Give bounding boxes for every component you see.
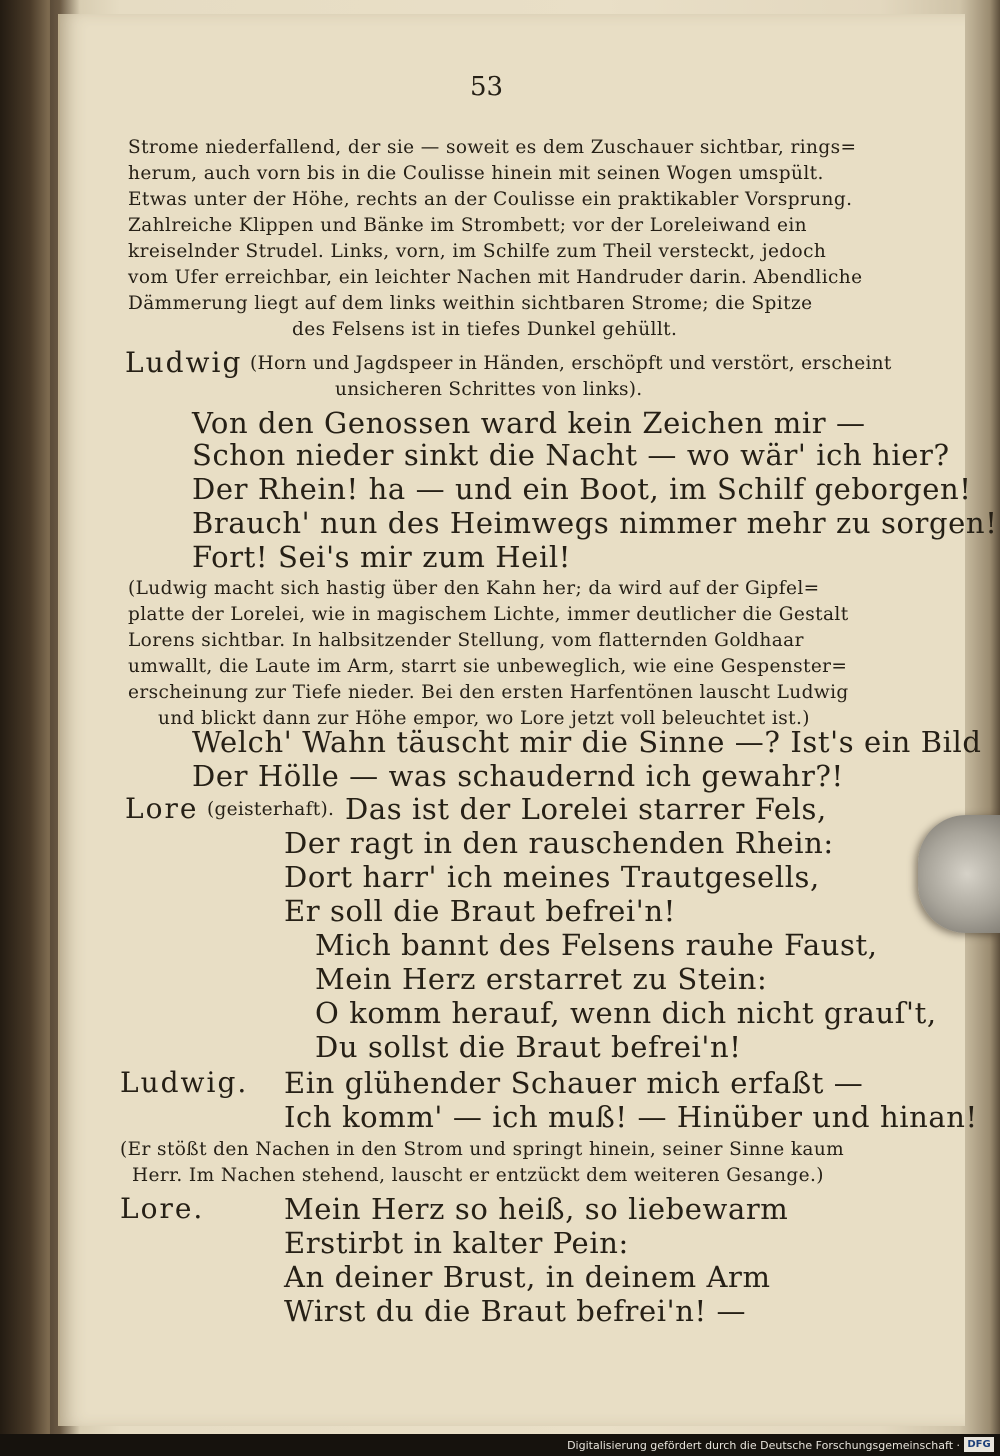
verse-line: Mein Herz erstarret zu Stein: [315, 962, 768, 996]
stage-direction-line: des Felsens ist in tiefes Dunkel gehüllt. [292, 319, 678, 340]
left-page-edge [0, 0, 50, 1456]
verse-line: Erstirbt in kalter Pein: [284, 1226, 629, 1260]
verse-line: Fort! Sei's mir zum Heil! [192, 540, 571, 574]
verse-line: Das ist der Lorelei starrer Fels, [345, 792, 827, 826]
verse-line: Ein glühender Schauer mich erfaßt — [284, 1066, 864, 1100]
digitization-credit: Digitalisierung gefördert durch die Deutsche Forschungsgemeinschaft · [567, 1439, 960, 1452]
speaker-name: Ludwig [125, 346, 243, 379]
stage-direction-line: vom Ufer erreichbar, ein leichter Nachen mit Handruder darin. Abendliche [128, 267, 863, 288]
verse-line: Schon nieder sinkt die Nacht — wo wär' ich hier? [192, 438, 950, 472]
stage-direction-line: kreiselnder Strudel. Links, vorn, im Schilfe zum Theil versteckt, jedoch [128, 241, 827, 262]
stage-direction-line: Etwas unter der Höhe, rechts an der Coulisse ein praktikabler Vorsprung. [128, 189, 853, 210]
stage-direction-line: Herr. Im Nachen stehend, lauscht er entzückt dem weiteren Gesange.) [132, 1165, 824, 1186]
verse-line: Der Rhein! ha — und ein Boot, im Schilf geborgen! [192, 472, 972, 506]
stage-direction-line: umwallt, die Laute im Arm, starrt sie unbeweglich, wie eine Gespenster= [128, 656, 848, 677]
verse-line: Mein Herz so heiß, so liebewarm [284, 1192, 789, 1226]
stage-direction-line: Zahlreiche Klippen und Bänke im Strombett; vor der Loreleiwand ein [128, 215, 807, 236]
verse-line: Er soll die Braut befrei'n! [284, 894, 676, 928]
verse-line: Wirst du die Braut befrei'n! — [284, 1294, 747, 1328]
stage-direction-line: platte der Lorelei, wie in magischem Lichte, immer deutlicher die Gestalt [128, 604, 849, 625]
speaker-name: Lore [125, 792, 199, 825]
speaker-direction: (geisterhaft). [207, 799, 335, 820]
verse-line: Welch' Wahn täuscht mir die Sinne —? Ist's ein Bild [192, 725, 982, 759]
verse-line: Der Hölle — was schaudernd ich gewahr?! [192, 759, 844, 793]
speaker-direction: unsicheren Schrittes von links). [335, 379, 643, 400]
thumb-holding-page [918, 815, 1000, 933]
verse-line: Von den Genossen ward kein Zeichen mir — [192, 406, 866, 440]
stage-direction-line: Strome niederfallend, der sie — soweit es dem Zuschauer sichtbar, rings= [128, 137, 857, 158]
stage-direction-line: und blickt dann zur Höhe empor, wo Lore jetzt voll beleuchtet ist.) [158, 708, 810, 729]
dfg-logo: DFG [964, 1437, 994, 1452]
speaker-direction: (Horn und Jagdspeer in Händen, erschöpft und verstört, erscheint [250, 353, 892, 374]
verse-line: An deiner Brust, in deinem Arm [284, 1260, 771, 1294]
verse-line: Dort harr' ich meines Trautgesells, [284, 860, 820, 894]
verse-line: Der ragt in den rauschenden Rhein: [284, 826, 834, 860]
stage-direction-line: Dämmerung liegt auf dem links weithin sichtbaren Strome; die Spitze [128, 293, 813, 314]
speaker-name: Ludwig. [120, 1066, 249, 1099]
stage-direction-line: (Ludwig macht sich hastig über den Kahn her; da wird auf der Gipfel= [128, 578, 820, 599]
stage-direction-line: erscheinung zur Tiefe nieder. Bei den ersten Harfentönen lauscht Ludwig [128, 682, 849, 703]
verse-line: Ich komm' — ich muß! — Hinüber und hinan! [284, 1100, 978, 1134]
verse-line: Mich bannt des Felsens rauhe Faust, [315, 928, 878, 962]
verse-line: Du sollst die Braut befrei'n! [315, 1030, 742, 1064]
stage-direction-line: (Er stößt den Nachen in den Strom und springt hinein, seiner Sinne kaum [120, 1139, 845, 1160]
stage-direction-line: herum, auch vorn bis in die Coulisse hinein mit seinen Wogen umspült. [128, 163, 824, 184]
speaker-name: Lore. [120, 1192, 205, 1225]
verse-line: Brauch' nun des Heimwegs nimmer mehr zu sorgen! [192, 506, 998, 540]
stage-direction-line: Lorens sichtbar. In halbsitzender Stellung, vom flatternden Goldhaar [128, 630, 804, 651]
page-number: 53 [470, 72, 504, 102]
verse-line: O komm herauf, wenn dich nicht grauſ't, [315, 996, 937, 1030]
